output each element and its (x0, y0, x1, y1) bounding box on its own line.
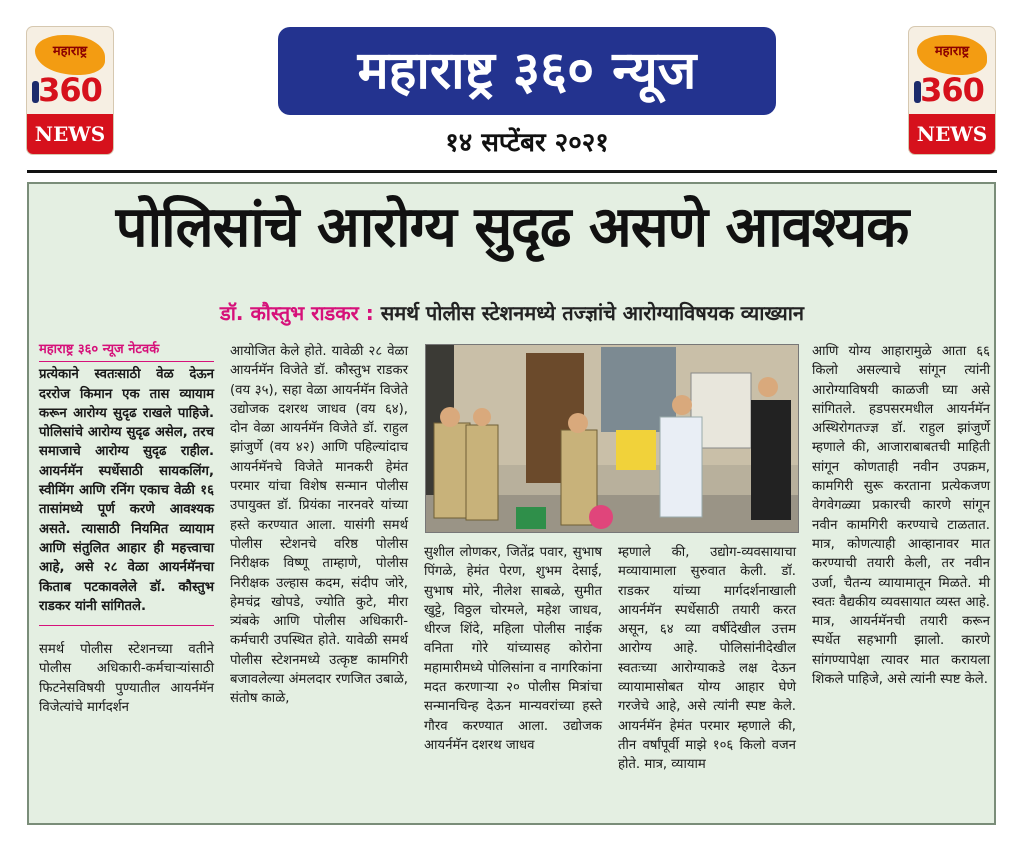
publication-date: १४ सप्टेंबर २०२१ (445, 128, 609, 158)
logo-state-text: महाराष्ट्र (934, 44, 970, 59)
article-headline: पोलिसांचे आरोग्य सुदृढ असणे आवश्यक (115, 195, 909, 260)
event-photo (425, 344, 799, 533)
column-divider (39, 625, 214, 626)
article-column-1 (39, 340, 214, 717)
logo-number: 360 (38, 71, 102, 109)
article-column-5: आणि योग्य आहारामुळे आता ६६ किलो असल्याचे सांगून त्यांनी आरोग्याविषयी काळजी घ्या असे सांगितले. हडपसरमधील आयर्नमॅन अस्थिरोगतज्ज्ञ डॉ. राहुल झांजुर्णे म्हणाले की, आजाराबाबतची माहिती सांगून कोणताही नवीन उपक्रम, कामगिरी सुरू करताना प्रत्येकजण वेगवेगळ्या प्रकारची कारणे सांगून नवीन कामगिरी करण्याचे टाळतात. मात्र, कोणत्याही आव्हानावर मात करण्याची तयारी केली, तर नवीन उर्जा, चैतन्य व्यायामातून मिळते. मी स्वतः वैद्यकीय व्यवसायात व्यस्त आहे. मात्र, आयर्नमॅनची तयारी करून स्पर्धेत सहभागी झालो. कारणे सांगण्यापेक्षा त्यावर मात करायला शिकले पाहिजे, असे त्यांनी स्पष्ट केले. (812, 344, 990, 688)
logo-state-text: महाराष्ट्र (52, 44, 88, 59)
logo-number: 360 (920, 71, 984, 109)
article-subheadline (0, 299, 1024, 326)
byline-description: समर्थ पोलीस स्टेशनमध्ये तज्ज्ञांचे आरोग्याविषयक व्याख्यान (373, 301, 804, 325)
logo-news-label: NEWS (27, 114, 113, 154)
header-divider (27, 170, 997, 173)
article-lead: प्रत्येकाने स्वतःसाठी वेळ देऊन दररोज किमान एक तास व्यायाम करून आरोग्य सुदृढ राखले पाहिजे. पोलिसांचे आरोग्य सुदृढ असेल, तरच समाजाचे आरोग्य सुदृढ राहील. आयर्नमॅन स्पर्धेसाठी सायकलिंग, स्वीमिंग आणि रनिंग एकाच वेळी १६ तासांमध्ये पूर्ण करणे आवश्यक असते. त्यासाठी नियमित व्यायाम आणि संतुलित आहार ही महत्त्वाचा आहे, असे २८ वेळा आयर्नमॅनचा किताब पटकावलेले डॉ. कौस्तुभ राडकर यांनी सांगितले. (39, 367, 214, 614)
logo-news-label: NEWS (909, 114, 995, 154)
brand-logo-right (909, 27, 995, 154)
article-column-4: म्हणाले की, उद्योग-व्यवसायाचा मव्यायामाला सुरुवात केली. डॉ. राडकर यांच्या मार्गदर्शनाखाली आयर्नमॅन स्पर्धेसाठी तयारी करत असून, ६४ व्या वर्षीदेखील उत्तम आरोग्य आहे. पोलिसांनीदेखील स्वतःच्या आरोग्याकडे लक्ष देऊन व्यायामासोबत योग्य आहार घेणे गरजेचे आहे, असे त्यांनी स्पष्ट केले. आयर्नमॅन हेमंत परमार म्हणाले की, तीन वर्षांपूर्वी माझे १०६ किलो वजन होते. मात्र, व्यायाम (618, 545, 796, 773)
article-column-3: सुशील लोणकर, जितेंद्र पवार, सुभाष पिंगळे, हेमंत पेरण, शुभम देसाई, सुभाष मोरे, नीलेश साबळे, सुमीत खुट्टे, विठ्ठल चोरमले, महेश जाधव, धीरज शिंदे, महिला पोलीस नाईक वनिता गोरे यांच्यासह कोरोना महामारीमध्ये पोलिसांना व नागरिकांना मदत करणाऱ्या २० पोलीस मित्रांचा सन्मानचिन्ह देऊन मान्यवरांच्या हस्ते गौरव करण्यात आला. उद्योजक आयर्नमॅन दशरथ जाधव (424, 545, 602, 753)
brand-logo-left (27, 27, 113, 154)
article-body-text: समर्थ पोलीस स्टेशनच्या वतीने पोलीस अधिकारी-कर्मचाऱ्यांसाठी फिटनेसविषयी पुण्यातील आयर्नमॅन विजेत्यांचे मार्गदर्शन (39, 642, 214, 716)
article-column-2: आयोजित केले होते. यावेळी २८ वेळा आयर्नमॅन विजेते डॉ. कौस्तुभ राडकर (वय ३५), सहा वेळा आयर्नमॅन विजेते उद्योजक दशरथ जाधव (वय ६४), दोन वेळा आयर्नमॅन विजेते डॉ. राहुल झांजुर्णे (वय ४२) आणि पहिल्यांदाच आयर्नमॅनचे विजेते मानकरी हेमंत परमार यांचा विशेष सन्मान पोलीस उपायुक्त डॉ. प्रियंका नारनवरे यांच्या हस्ते करण्यात आला. यासंगी समर्थ पोलीस स्टेशनचे वरिष्ठ पोलीस निरीक्षक विष्णू ताम्हाणे, पोलीस निरीक्षक उल्हास कदम, संदीप जोरे, हेमचंद्र खोपडे, ज्योति कुटे, मीरा त्र्यंबके आणि पोलीस अधिकारी-कर्मचारी उपस्थित होते. यावेळी समर्थ पोलीस स्टेशनमध्ये उत्कृष्ट कामगिरी बजावलेल्या अंमलदार रणजित उबाळे, संतोष काळे, (230, 344, 408, 707)
news-network-label: महाराष्ट्र ३६० न्यूज नेटवर्क (39, 340, 214, 362)
masthead-title: महाराष्ट्र ३६० न्यूज (278, 27, 776, 115)
byline-name: डॉ. कौस्तुभ राडकर : (220, 301, 374, 325)
